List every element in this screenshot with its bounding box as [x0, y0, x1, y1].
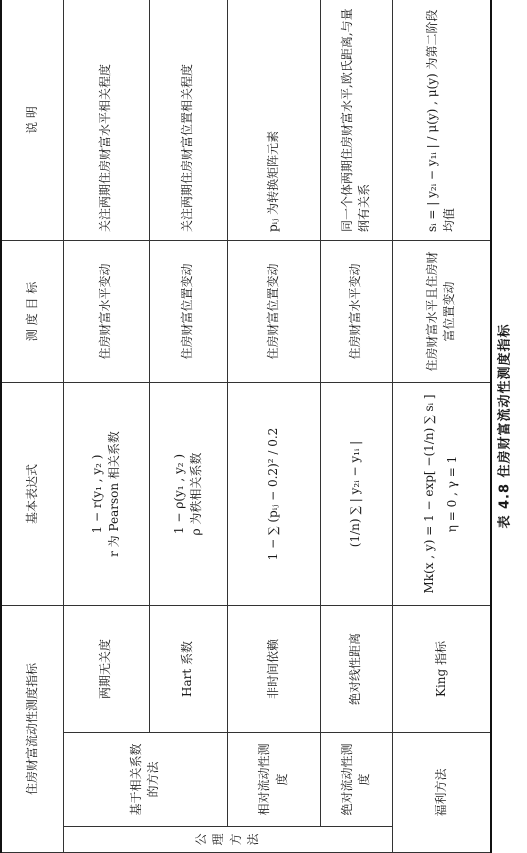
header-note: 说 明	[1, 0, 63, 241]
group-correlation: 基于相关系数的方法	[63, 733, 227, 827]
header-indicator: 住房财富流动性测度指标	[1, 606, 63, 853]
group-absolute: 绝对流动性测度	[320, 733, 392, 827]
note-cell: 同一个体两期住房财富水平,欧氏距离,与量纲有关系	[320, 0, 392, 241]
indicator-name: 两期无关度	[63, 606, 149, 733]
expression-note: ρ 为秩相关系数	[189, 452, 203, 536]
target-cell: 住房财富水平变动	[320, 241, 392, 383]
note-cell: 关注两期住房财富水平相关程度	[63, 0, 149, 241]
header-row	[1, 0, 63, 853]
group-axiom: 公 理 方 法	[63, 827, 392, 853]
target-cell: 住房财富水平变动	[63, 241, 149, 383]
indicator-name: 绝对线性距离	[320, 606, 392, 733]
expression-cell: (1/n) ∑ | y₂ᵢ − y₁ᵢ |	[320, 383, 392, 606]
table-row	[320, 0, 392, 853]
indicator-name: King 指标	[392, 606, 491, 733]
group-welfare: 福利方法	[392, 733, 491, 853]
table-row	[149, 0, 227, 853]
expression-line: Mk(x , y) = 1 − exp[ −(1/n) ∑ sᵢ ]	[421, 394, 436, 594]
note-cell: sᵢ = | y₂ᵢ − y₁ᵢ | / μ(y) , μ(y) 为第二阶段均值	[392, 0, 491, 241]
expression-cell: 1 − ∑ (pᵢⱼ − 0.2)² / 0.2	[227, 383, 320, 606]
expression-line: 1 − ρ(y₁ , y₂ )	[171, 453, 186, 535]
indicator-name: Hart 系数	[149, 606, 227, 733]
header-expression: 基本表达式	[1, 383, 63, 606]
target-cell: 住房财富水平且住房财富位置变动	[392, 241, 491, 383]
header-target: 测 度 目 标	[1, 241, 63, 383]
expression-cell	[392, 383, 491, 606]
expression-line: 1 − r(y₁ , y₂ )	[89, 454, 104, 534]
expression-note: η = 0 , γ = 1	[445, 455, 460, 533]
note-cell: pᵢⱼ 为转换矩阵元素	[227, 0, 320, 241]
target-cell: 住房财富位置变动	[149, 241, 227, 383]
target-cell: 住房财富位置变动	[227, 241, 320, 383]
note-cell: 关注两期住房财富位置相关程度	[149, 0, 227, 241]
expression-cell	[63, 383, 149, 606]
table-row	[227, 0, 320, 853]
expression-note: r 为 Pearson 相关系数	[107, 431, 121, 557]
table-row	[63, 0, 149, 853]
table-row	[392, 0, 491, 853]
expression-cell	[149, 383, 227, 606]
indicator-name: 非时间依赖	[227, 606, 320, 733]
table-caption: 表 4.8 住房财富流动性测度指标	[497, 323, 513, 529]
group-relative: 相对流动性测度	[227, 733, 320, 827]
